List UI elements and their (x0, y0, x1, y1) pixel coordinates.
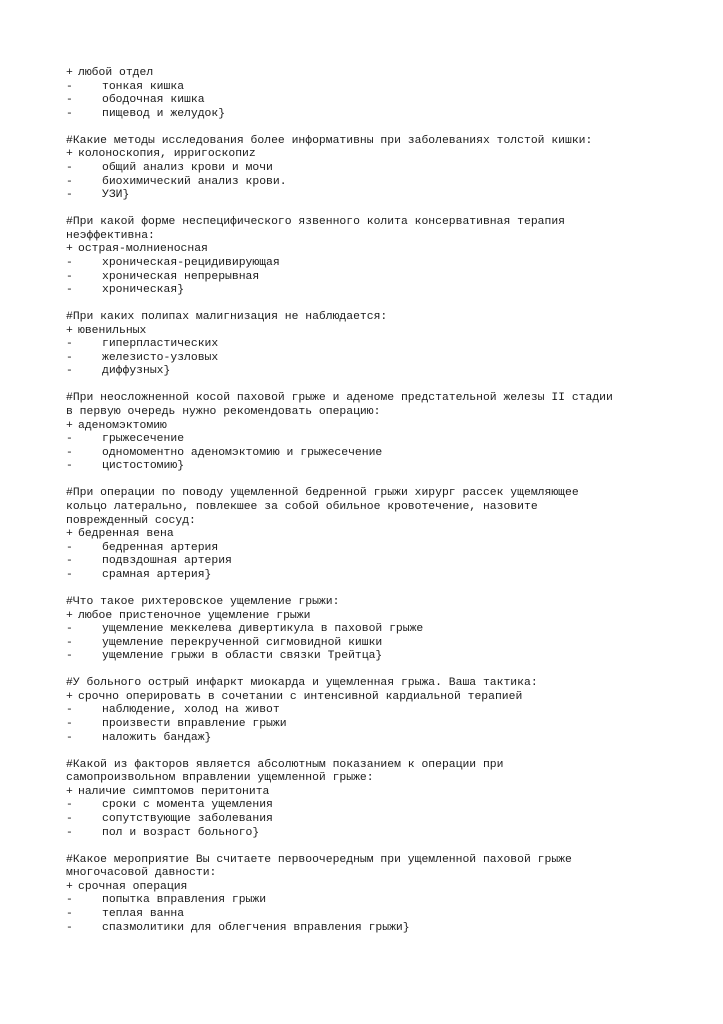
wrong-answer (66, 460, 706, 474)
answer-text: хроническая-рецидивирующая (102, 256, 280, 269)
answer-text: сопутствующие заболевания (102, 813, 273, 826)
answer-text: аденомэктомию (78, 419, 167, 432)
answer-text: грыжесечение (102, 433, 185, 446)
wrong-answer (66, 189, 706, 203)
correct-answer (66, 67, 706, 81)
wrong-answer (66, 257, 706, 271)
wrong-answer (66, 922, 706, 936)
answer-text: диффузных} (102, 365, 171, 378)
wrong-answer (66, 284, 706, 298)
question-text: #Что такое рихтеровское ущемление грыжи: (66, 595, 340, 608)
answer-text: пищевод и желудок} (102, 107, 226, 120)
wrong-answer (66, 176, 706, 190)
answer-text: срочная операция (78, 880, 188, 893)
minus-marker: - (66, 460, 73, 473)
minus-marker: - (66, 256, 73, 269)
wrong-answer (66, 894, 706, 908)
wrong-answer (66, 555, 706, 569)
answer-text: наложить бандаж} (102, 731, 212, 744)
minus-marker: - (66, 284, 73, 297)
plus-marker: + (66, 324, 80, 337)
minus-marker: - (66, 270, 73, 283)
question-text: многочасовой давности: (66, 867, 217, 880)
question-block (66, 216, 706, 298)
minus-marker: - (66, 568, 73, 581)
answer-text: попытка вправления грыжи (102, 894, 267, 907)
answer-text: железисто-узловых (102, 351, 219, 364)
minus-marker: - (66, 894, 73, 907)
wrong-answer (66, 718, 706, 732)
wrong-answer (66, 365, 706, 379)
minus-marker: - (66, 813, 73, 826)
answer-text: цистостомию} (102, 460, 185, 473)
wrong-answer (66, 81, 706, 95)
wrong-answer (66, 827, 706, 841)
wrong-answer (66, 271, 706, 285)
wrong-answer (66, 162, 706, 176)
wrong-answer (66, 650, 706, 664)
minus-marker: - (66, 731, 73, 744)
wrong-answer (66, 799, 706, 813)
wrong-answer (66, 338, 706, 352)
question-text: #Какие методы исследования более информативны при заболеваниях толстой кишки: (66, 134, 593, 147)
wrong-answer (66, 569, 706, 583)
minus-marker: - (66, 921, 73, 934)
minus-marker: - (66, 94, 73, 107)
minus-marker: - (66, 80, 73, 93)
wrong-answer (66, 732, 706, 746)
question-text: кольцо латерально, повлекшее за собой обильное кровотечение, назовите (66, 500, 538, 513)
answer-text: теплая ванна (102, 907, 185, 920)
wrong-answer (66, 352, 706, 366)
answer-text: срамная артерия} (102, 568, 212, 581)
question-block (66, 392, 706, 474)
minus-marker: - (66, 161, 73, 174)
answer-text: спазмолитики для облегчения вправления грыжи} (102, 921, 410, 934)
question-text: неэффективна: (66, 229, 155, 242)
answer-text: подвздошная артерия (102, 555, 232, 568)
minus-marker: - (66, 433, 73, 446)
correct-answer (66, 881, 706, 895)
minus-marker: - (66, 718, 73, 731)
minus-marker: - (66, 650, 73, 663)
plus-marker: + (66, 419, 80, 432)
question-text: #При какой форме неспецифического язвенного колита консервативная терапия (66, 216, 565, 229)
plus-marker: + (66, 609, 80, 622)
answer-text: общий анализ крови и мочи (102, 161, 273, 174)
answer-text: наличие симптомов перитонита (78, 785, 270, 798)
question-block (66, 67, 706, 121)
answer-text: острая-молниеносная (78, 243, 208, 256)
minus-marker: - (66, 351, 73, 364)
correct-answer (66, 528, 706, 542)
plus-marker: + (66, 67, 80, 79)
answer-text: колоноскопия, ирригоскопиz (78, 148, 256, 161)
question-text: поврежденный сосуд: (66, 514, 196, 527)
minus-marker: - (66, 541, 73, 554)
wrong-answer (66, 623, 706, 637)
minus-marker: - (66, 623, 73, 636)
correct-answer (66, 420, 706, 434)
question-block (66, 596, 706, 664)
minus-marker: - (66, 175, 73, 188)
question-text: #При каких полипах малигнизация не наблюдается: (66, 311, 388, 324)
minus-marker: - (66, 826, 73, 839)
question-text: в первую очередь нужно рекомендовать операцию: (66, 406, 381, 419)
minus-marker: - (66, 704, 73, 717)
wrong-answer (66, 813, 706, 827)
answer-text: ободочная кишка (102, 94, 205, 107)
minus-marker: - (66, 189, 73, 202)
answer-text: ущемление перекрученной сигмовидной кишки (102, 636, 383, 649)
correct-answer (66, 243, 706, 257)
answer-text: тонкая кишка (102, 80, 185, 93)
minus-marker: - (66, 907, 73, 920)
correct-answer (66, 691, 706, 705)
question-text: #При неосложненной косой паховой грыже и аденоме предстательной железы II стадии (66, 392, 613, 405)
wrong-answer (66, 108, 706, 122)
question-text: #Какое мероприятие Вы считаете первоочередным при ущемленной паховой грыже (66, 853, 572, 866)
minus-marker: - (66, 365, 73, 378)
question-block (66, 311, 706, 379)
correct-answer (66, 325, 706, 339)
question-block (66, 759, 706, 841)
correct-answer (66, 610, 706, 624)
minus-marker: - (66, 446, 73, 459)
answer-text: бедренная артерия (102, 541, 219, 554)
question-text: #У больного острый инфаркт миокарда и ущемленная грыжа. Ваша тактика: (66, 677, 538, 690)
answer-text: УЗИ} (102, 189, 130, 202)
plus-marker: + (66, 880, 80, 893)
question-block (66, 854, 706, 936)
answer-text: произвести вправление грыжи (102, 718, 287, 731)
minus-marker: - (66, 636, 73, 649)
answer-text: одномоментно аденомэктомию и грыжесечение (102, 446, 383, 459)
minus-marker: - (66, 338, 73, 351)
question-block (66, 135, 706, 203)
wrong-answer (66, 637, 706, 651)
wrong-answer (66, 447, 706, 461)
answer-text: ущемление меккелева дивертикула в паховой грыже (102, 623, 424, 636)
correct-answer (66, 148, 706, 162)
correct-answer (66, 786, 706, 800)
plus-marker: + (66, 243, 80, 256)
wrong-answer (66, 94, 706, 108)
wrong-answer (66, 433, 706, 447)
answer-text: биохимический анализ крови. (102, 175, 287, 188)
wrong-answer (66, 908, 706, 922)
answer-text: гиперпластических (102, 338, 219, 351)
question-block (66, 677, 706, 745)
answer-text: ювенильных (78, 324, 147, 337)
minus-marker: - (66, 555, 73, 568)
answer-text: хроническая непрерывная (102, 270, 260, 283)
answer-text: ущемление грыжи в области связки Трейтца} (102, 650, 383, 663)
answer-text: хроническая} (102, 284, 185, 297)
answer-text: любое пристеночное ущемление грыжи (78, 609, 311, 622)
question-text: самопроизвольном вправлении ущемленной грыже: (66, 772, 374, 785)
minus-marker: - (66, 107, 73, 120)
answer-text: срочно оперировать в сочетании с интенсивной кардиальной терапией (78, 690, 523, 703)
answer-text: любой отдел (78, 67, 154, 79)
question-text: #Какой из факторов является абсолютным показанием к операции при (66, 758, 504, 771)
plus-marker: + (66, 148, 80, 161)
minus-marker: - (66, 799, 73, 812)
question-text: #При операции по поводу ущемленной бедренной грыжи хирург рассек ущемляющее (66, 487, 579, 500)
plus-marker: + (66, 528, 80, 541)
answer-text: сроки с момента ущемления (102, 799, 273, 812)
question-block (66, 487, 706, 582)
wrong-answer (66, 704, 706, 718)
answer-text: наблюдение, холод на живот (102, 704, 280, 717)
document-page (66, 67, 706, 949)
plus-marker: + (66, 785, 80, 798)
wrong-answer (66, 542, 706, 556)
plus-marker: + (66, 690, 80, 703)
answer-text: пол и возраст больного} (102, 826, 260, 839)
answer-text: бедренная вена (78, 528, 174, 541)
